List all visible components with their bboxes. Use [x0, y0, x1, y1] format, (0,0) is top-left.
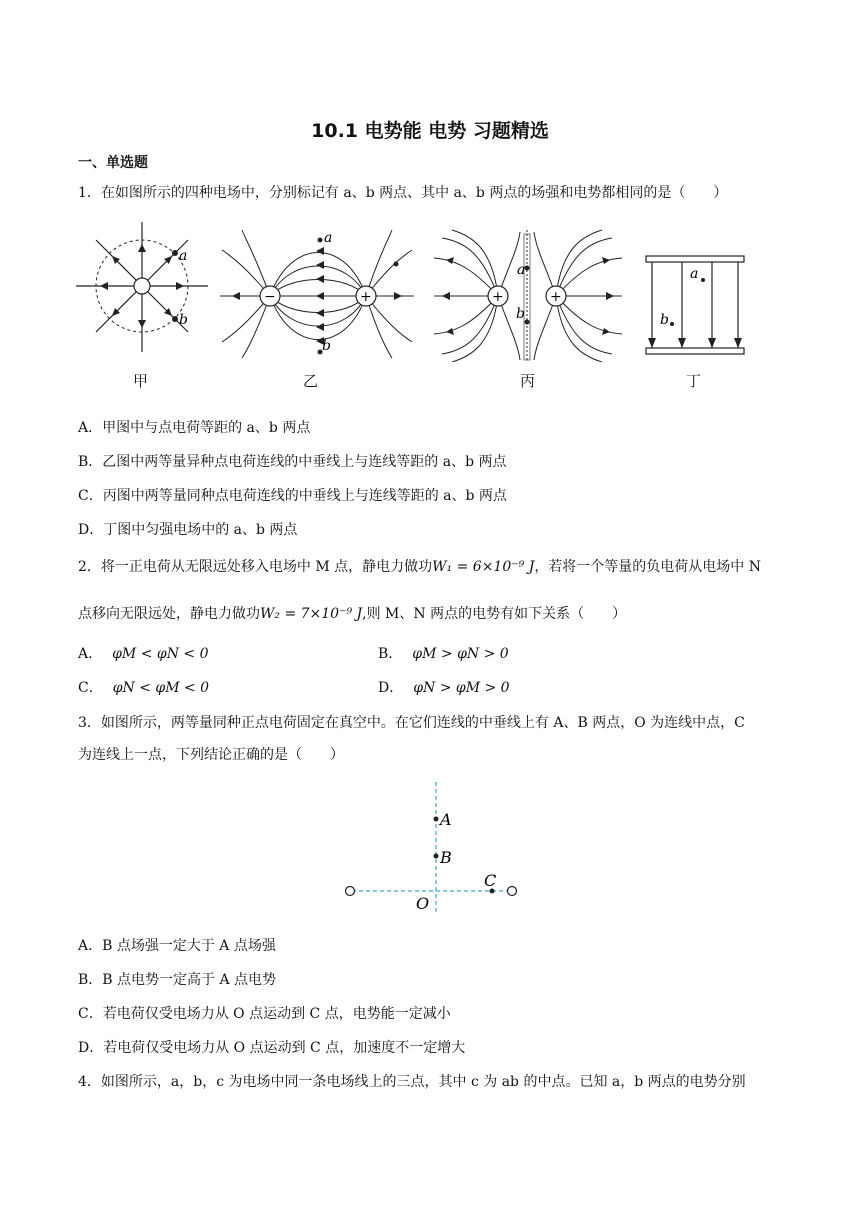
- q2-line2-pre: 点移向无限远处，静电力做功: [78, 606, 260, 622]
- label-b: b: [179, 312, 188, 328]
- label-a: a: [179, 248, 188, 264]
- q2-option-d-label: D．: [378, 680, 404, 696]
- q2-option-b-expr: φM > φN > 0: [412, 646, 509, 662]
- q1-option-c: C．丙图中两等量同种点电荷连线的中垂线上与连线等距的 a、b 两点: [78, 488, 507, 504]
- q1-figure-ding: [640, 252, 752, 362]
- q3-figure: [340, 778, 525, 914]
- q3-option-b: B．B 点电势一定高于 A 点电势: [78, 972, 277, 988]
- caption-bing: 丙: [520, 372, 536, 390]
- q2-option-a: [78, 643, 208, 663]
- q1-figure-yi: [216, 228, 416, 358]
- q2-line2-post: ,则 M、N 两点的电势有如下关系（ ）: [362, 606, 627, 622]
- q3-option-d: D．若电荷仅受电场力从 O 点运动到 C 点，加速度不一定增大: [78, 1040, 466, 1056]
- svg-text:+: +: [492, 289, 504, 305]
- q2-option-d: [378, 677, 510, 697]
- label-a: a: [690, 266, 699, 282]
- svg-text:+: +: [360, 289, 372, 305]
- q2-line2: [78, 603, 626, 623]
- q2-option-b-label: B．: [378, 646, 403, 662]
- fig-label-O: O: [416, 894, 430, 913]
- q2-line1-post: ，若将一个等量的负电荷从电场中 N: [534, 559, 762, 575]
- label-b: b: [322, 338, 331, 354]
- svg-text:+: +: [550, 289, 562, 305]
- caption-jia: 甲: [133, 372, 149, 390]
- fig-label-A: A: [440, 810, 452, 829]
- q2-option-c-label: C．: [78, 680, 103, 696]
- fig-label-C: C: [484, 871, 497, 890]
- caption-ding: 丁: [686, 372, 702, 390]
- q2-option-c: [78, 677, 209, 697]
- svg-text:−: −: [264, 289, 276, 305]
- label-b: b: [660, 312, 669, 328]
- q2-w1: W₁ = 6×10⁻⁹ J: [432, 559, 535, 575]
- q2-option-d-expr: φN > φM > 0: [413, 680, 510, 696]
- q2-option-a-label: A．: [78, 646, 103, 662]
- q1-option-a: A．甲图中与点电荷等距的 a、b 两点: [78, 420, 311, 436]
- q2-w2: W₂ = 7×10⁻⁹ J: [260, 606, 363, 622]
- q1-option-b: B．乙图中两等量异种点电荷连线的中垂线上与连线等距的 a、b 两点: [78, 454, 507, 470]
- caption-yi: 乙: [303, 372, 319, 390]
- q1-stem: 1．在如图所示的四种电场中，分别标记有 a、b 两点、其中 a、b 两点的场强和电势都相同的是（ ）: [78, 185, 728, 201]
- label-b: b: [516, 306, 525, 322]
- q1-figure-jia: [76, 222, 211, 357]
- q4-line1: 4．如图所示，a，b，c 为电场中同一条电场线上的三点，其中 c 为 ab 的中点。已知 a，b 两点的电势分别: [78, 1074, 746, 1090]
- q2-option-c-expr: φN < φM < 0: [112, 680, 210, 696]
- page-title: 10.1 电势能 电势 习题精选: [311, 120, 549, 142]
- q2-line1-pre: 2．将一正电荷从无限远处移入电场中 M 点，静电力做功: [78, 559, 433, 575]
- q3-option-c: C．若电荷仅受电场力从 O 点运动到 C 点，电势能一定减小: [78, 1006, 451, 1022]
- label-a: a: [517, 262, 526, 278]
- q2-line1: [78, 556, 761, 576]
- q2-option-a-expr: φM < φN < 0: [112, 646, 209, 662]
- q1-option-d: D．丁图中匀强电场中的 a、b 两点: [78, 522, 298, 538]
- q3-line2: 为连线上一点，下列结论正确的是（ ）: [78, 747, 344, 763]
- label-a: a: [324, 230, 333, 246]
- q2-option-b: [378, 643, 509, 663]
- q3-option-a: A．B 点场强一定大于 A 点场强: [78, 938, 276, 954]
- q3-line1: 3．如图所示，两等量同种正点电荷固定在真空中。在它们连线的中垂线上有 A、B 两点，O 为连线中点，C: [78, 715, 745, 731]
- section-heading: 一、单选题: [78, 155, 148, 171]
- q1-figure-bing: [432, 228, 624, 362]
- fig-label-B: B: [440, 848, 452, 867]
